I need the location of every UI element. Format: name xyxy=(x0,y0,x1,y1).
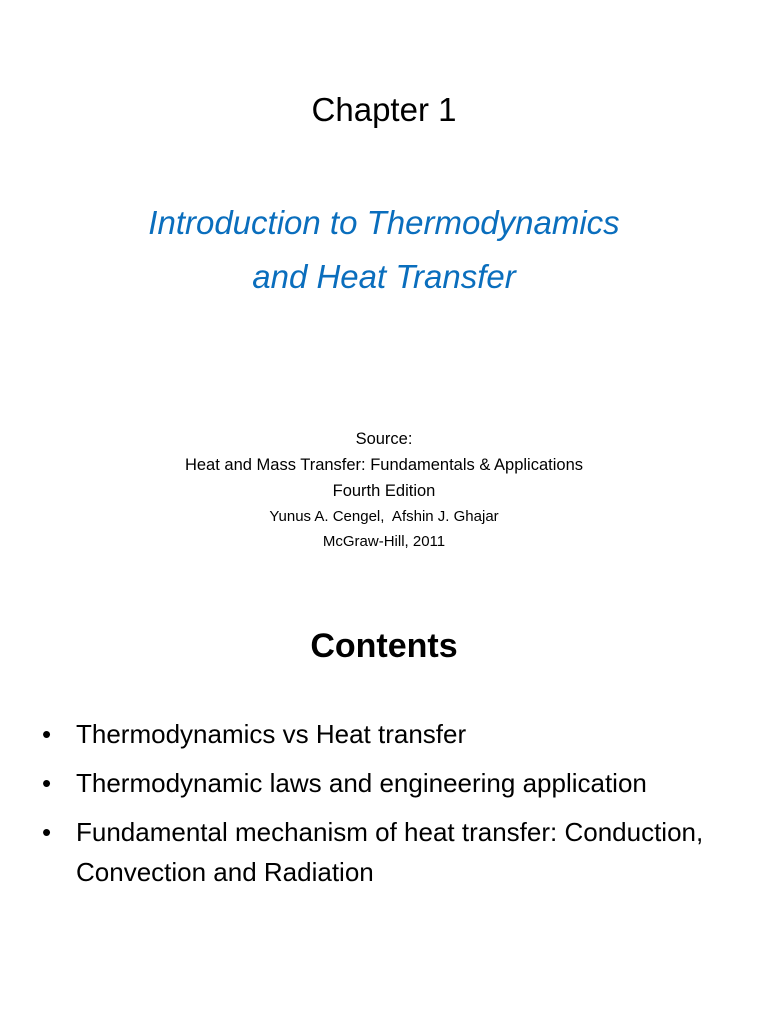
list-item xyxy=(42,812,732,892)
source-edition: Fourth Edition xyxy=(332,482,436,500)
bullet-icon: • xyxy=(42,768,52,798)
subtitle-line: Introduction to Thermodynamics xyxy=(148,204,620,241)
contents-list xyxy=(42,714,732,901)
subtitle-line: and Heat Transfer xyxy=(252,258,516,295)
source-citation xyxy=(0,426,768,554)
source-label: Source: xyxy=(355,430,413,448)
source-book-title: Heat and Mass Transfer: Fundamentals & Applications xyxy=(184,456,584,474)
bullet-icon: • xyxy=(42,817,52,847)
list-item xyxy=(42,763,732,803)
list-item-text: Fundamental mechanism of heat transfer: Conduction, Convection and Radiation xyxy=(76,817,704,887)
list-item-text: Thermodynamics vs Heat transfer xyxy=(76,719,467,749)
source-authors: Yunus A. Cengel, Afshin J. Ghajar xyxy=(269,508,499,525)
chapter-title: Chapter 1 xyxy=(311,91,457,128)
list-item-text: Thermodynamic laws and engineering application xyxy=(76,768,647,798)
chapter-subtitle xyxy=(0,196,768,304)
bullet-icon: • xyxy=(42,719,52,749)
contents-slide xyxy=(0,590,768,1024)
source-publisher: McGraw-Hill, 2011 xyxy=(322,533,446,550)
list-item xyxy=(42,714,732,754)
contents-heading: Contents xyxy=(310,627,458,665)
